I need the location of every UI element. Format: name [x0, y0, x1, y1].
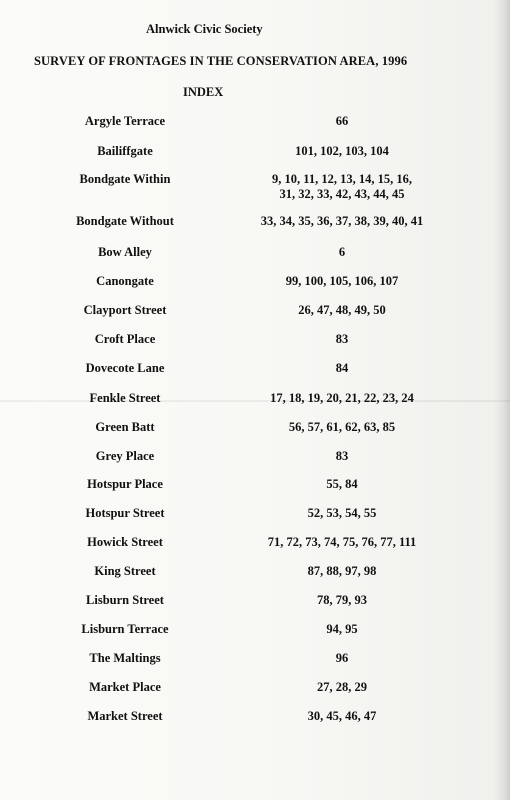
street-name: Bondgate Within — [79, 172, 171, 186]
street-name: Hotspur Place — [87, 477, 163, 491]
street-name: Lisburn Terrace — [81, 622, 169, 636]
page-numbers: 87, 88, 97, 98 — [307, 564, 377, 578]
document-title: SURVEY OF FRONTAGES IN THE CONSERVATION AREA, 1996 — [34, 54, 408, 68]
street-name: Green Batt — [95, 420, 155, 434]
street-name: Dovecote Lane — [85, 361, 165, 375]
page-numbers: 56, 57, 61, 62, 63, 85 — [288, 420, 396, 434]
page-numbers: 101, 102, 103, 104 — [295, 144, 389, 158]
street-name: Bailiffgate — [97, 144, 153, 158]
page-numbers: 84 — [335, 361, 349, 375]
street-name: Croft Place — [94, 332, 156, 346]
street-name: Market Place — [89, 680, 161, 694]
page-numbers: 33, 34, 35, 36, 37, 38, 39, 40, 41 — [260, 214, 424, 228]
page-numbers: 30, 45, 46, 47 — [307, 709, 377, 723]
street-name: Howick Street — [87, 535, 163, 549]
street-name: Clayport Street — [83, 303, 167, 317]
street-name: Argyle Terrace — [84, 114, 166, 128]
page-numbers: 55, 84 — [326, 477, 358, 491]
page-numbers: 78, 79, 93 — [317, 593, 367, 607]
street-name: Fenkle Street — [89, 391, 161, 405]
street-name: Bow Alley — [98, 245, 152, 259]
page-numbers: 52, 53, 54, 55 — [307, 506, 377, 520]
page-numbers: 26, 47, 48, 49, 50 — [298, 303, 386, 317]
page-numbers: 9, 10, 11, 12, 13, 14, 15, 16, 31, 32, 33, 42, 43, 44, 45 — [272, 172, 412, 201]
street-name: Bondgate Without — [76, 214, 174, 228]
street-name: Hotspur Street — [85, 506, 165, 520]
page-numbers: 83 — [335, 332, 349, 346]
street-name: Canongate — [96, 274, 154, 288]
street-name: King Street — [94, 564, 156, 578]
page-numbers: 99, 100, 105, 106, 107 — [285, 274, 399, 288]
page-numbers: 27, 28, 29 — [317, 680, 367, 694]
page-numbers: 6 — [338, 245, 346, 259]
street-name: Grey Place — [95, 449, 155, 463]
street-name: Market Street — [87, 709, 163, 723]
page-numbers: 96 — [335, 651, 349, 665]
street-name: Lisburn Street — [86, 593, 164, 607]
index-heading: INDEX — [183, 85, 224, 99]
society-name: Alnwick Civic Society — [146, 22, 263, 36]
page-numbers: 83 — [335, 449, 349, 463]
page-numbers: 94, 95 — [326, 622, 358, 636]
page-numbers: 66 — [335, 114, 349, 128]
page-numbers: 71, 72, 73, 74, 75, 76, 77, 111 — [267, 535, 417, 549]
page-numbers: 17, 18, 19, 20, 21, 22, 23, 24 — [270, 391, 414, 405]
street-name: The Maltings — [89, 651, 161, 665]
